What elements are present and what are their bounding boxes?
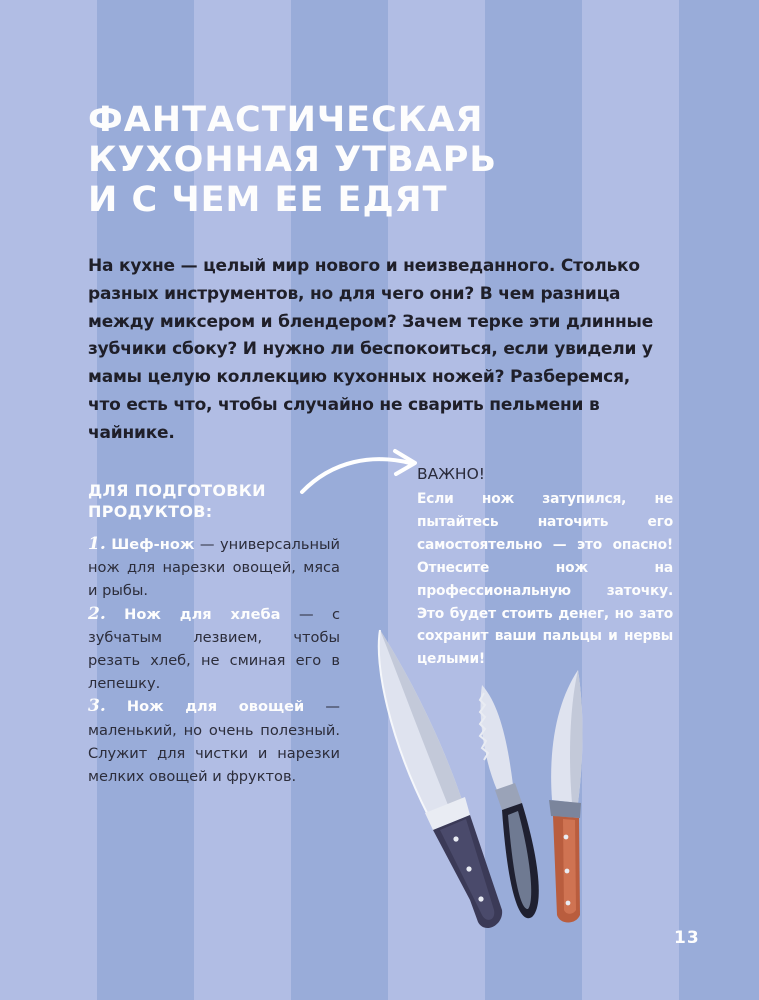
- tool-item-chef-knife: [88, 533, 340, 603]
- tool-name: Нож для овощей: [126, 698, 305, 716]
- title-line-2: КУХОННАЯ УТВАРЬ: [88, 140, 498, 180]
- important-title: ВАЖНО!: [417, 465, 486, 483]
- tool-description: — маленький, но очень полезный. Служит для чистки и нарезки мелких овощей и фруктов.: [88, 698, 340, 786]
- tool-number: 1.: [88, 534, 106, 554]
- title-line-3: И С ЧЕМ ЕЕ ЕДЯТ: [88, 180, 448, 220]
- tool-name: Нож для хлеба: [124, 605, 281, 623]
- title-line-1: ФАНТАСТИЧЕСКАЯ: [88, 100, 484, 140]
- chef-knife-icon: [379, 630, 502, 928]
- intro-paragraph: На кухне — целый мир нового и неизведанного. Столько разных инструментов, но для чего они? В чем разница между миксером и блендером? Зачем терке эти длинные зубчики сбоку? И нужно ли беспокоиться, если увидели у мамы целую коллекцию кухонных ножей? Разберемся, что есть что, чтобы случайно не сварить пельмени в чайнике.: [88, 256, 654, 443]
- curved-arrow-icon: [298, 446, 423, 496]
- page-number: 13: [674, 928, 700, 948]
- tool-item-bread-knife: [88, 603, 340, 696]
- important-text: Если нож затупился, не пытайтесь наточить его самостоятельно — это опасно! Отнесите нож на профессиональную заточку. Это будет стоить денег, но зато сохранит ваши пальцы и нервы целыми!: [417, 491, 673, 668]
- page-title: [88, 100, 688, 220]
- tool-description: — с зубчатым лезвием, чтобы резать хлеб, не сминая его в лепешку.: [88, 605, 340, 693]
- tools-list: [88, 533, 340, 788]
- tool-number: 2.: [88, 603, 106, 624]
- tool-name: Шеф-нож: [111, 536, 195, 553]
- section-heading: ДЛЯ ПОДГОТОВКИ ПРОДУКТОВ:: [88, 481, 266, 521]
- vegetable-knife-icon: [549, 670, 583, 923]
- tool-description: — универсальный нож для нарезки овощей, мяса и рыбы.: [88, 536, 340, 600]
- tool-number: 3.: [88, 696, 106, 717]
- tool-item-vegetable-knife: [88, 695, 340, 788]
- kitchen-knives-illustration: [370, 625, 600, 935]
